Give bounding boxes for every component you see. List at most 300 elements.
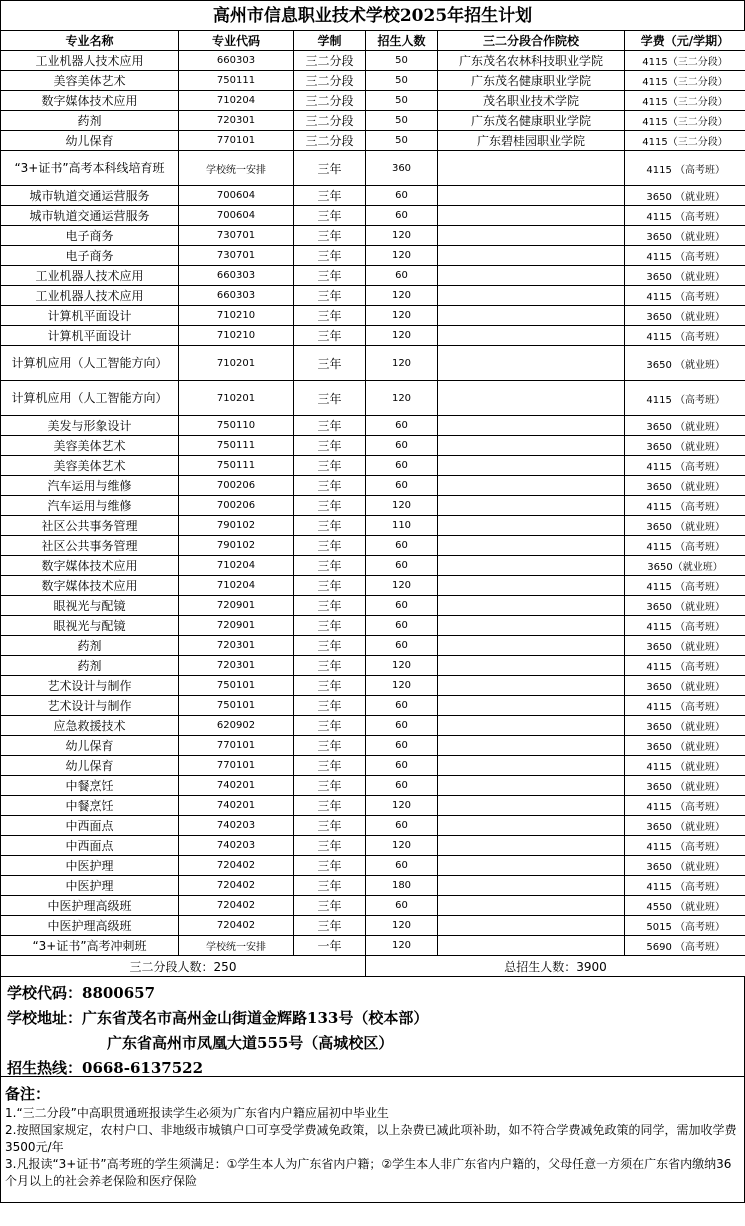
enrollment-count-cell: 120	[366, 326, 438, 346]
duration-cell: 三年	[294, 516, 366, 536]
duration-cell: 三年	[294, 776, 366, 796]
enrollment-count-cell: 60	[366, 596, 438, 616]
partner-college-cell	[438, 381, 625, 416]
table-row	[1, 936, 745, 956]
table-row	[1, 111, 745, 131]
duration-cell: 三年	[294, 756, 366, 776]
tuition-cell: 3650（就业班）	[625, 556, 745, 576]
table-row	[1, 696, 745, 716]
enrollment-count-cell: 120	[366, 936, 438, 956]
enrollment-count-cell: 60	[366, 776, 438, 796]
table-row	[1, 186, 745, 206]
major-name-cell: 美容美体艺术	[1, 71, 179, 91]
enrollment-count-cell: 120	[366, 576, 438, 596]
table-row	[1, 836, 745, 856]
major-name-cell: 电子商务	[1, 246, 179, 266]
major-name-cell: 应急救援技术	[1, 716, 179, 736]
partner-college-cell	[438, 716, 625, 736]
major-code-cell: 720402	[179, 896, 294, 916]
major-code-cell: 750111	[179, 456, 294, 476]
partner-college-cell	[438, 676, 625, 696]
major-code-cell: 740201	[179, 776, 294, 796]
enrollment-count-cell: 60	[366, 616, 438, 636]
enrollment-table	[0, 30, 745, 977]
duration-cell: 三年	[294, 836, 366, 856]
enrollment-count-cell: 60	[366, 556, 438, 576]
header-partner-college: 三二分段合作院校	[438, 31, 625, 51]
major-name-cell: 工业机器人技术应用	[1, 51, 179, 71]
tuition-cell: 4115 （高考班）	[625, 151, 745, 186]
tuition-cell: 4115（三二分段）	[625, 51, 745, 71]
duration-cell: 三年	[294, 676, 366, 696]
enrollment-count-cell: 120	[366, 796, 438, 816]
major-name-cell: 中西面点	[1, 816, 179, 836]
duration-cell: 三年	[294, 696, 366, 716]
tuition-cell: 3650 （就业班）	[625, 346, 745, 381]
enrollment-count-cell: 50	[366, 71, 438, 91]
tuition-cell: 3650 （就业班）	[625, 436, 745, 456]
major-name-cell: 眼视光与配镜	[1, 616, 179, 636]
major-name-cell: 城市轨道交通运营服务	[1, 186, 179, 206]
tuition-cell: 3650 （就业班）	[625, 226, 745, 246]
partner-college-cell	[438, 346, 625, 381]
tuition-cell: 4115 （高考班）	[625, 796, 745, 816]
header-major-code: 专业代码	[179, 31, 294, 51]
table-row	[1, 796, 745, 816]
major-name-cell: 眼视光与配镜	[1, 596, 179, 616]
major-code-cell: 660303	[179, 266, 294, 286]
tuition-cell: 4115 （高考班）	[625, 246, 745, 266]
duration-cell: 三年	[294, 206, 366, 226]
duration-cell: 三年	[294, 856, 366, 876]
tuition-cell: 4115（三二分段）	[625, 91, 745, 111]
major-code-cell: 750101	[179, 696, 294, 716]
major-name-cell: 美发与形象设计	[1, 416, 179, 436]
partner-college-cell	[438, 206, 625, 226]
major-code-cell: 720901	[179, 616, 294, 636]
duration-cell: 三年	[294, 476, 366, 496]
duration-cell: 三二分段	[294, 91, 366, 111]
duration-cell: 三年	[294, 716, 366, 736]
tuition-cell: 4115 （高考班）	[625, 536, 745, 556]
table-row	[1, 596, 745, 616]
tuition-cell: 4115 （高考班）	[625, 696, 745, 716]
duration-cell: 三年	[294, 436, 366, 456]
enrollment-count-cell: 120	[366, 346, 438, 381]
major-name-cell: 艺术设计与制作	[1, 676, 179, 696]
major-code-cell: 750110	[179, 416, 294, 436]
major-code-cell: 710204	[179, 576, 294, 596]
partner-college-cell	[438, 246, 625, 266]
tuition-cell: 3650 （就业班）	[625, 186, 745, 206]
table-body	[1, 51, 745, 956]
table-row	[1, 716, 745, 736]
major-code-cell: 790102	[179, 536, 294, 556]
major-name-cell: 中医护理高级班	[1, 916, 179, 936]
major-name-cell: 城市轨道交通运营服务	[1, 206, 179, 226]
table-row	[1, 516, 745, 536]
school-info	[0, 977, 745, 1077]
partner-college-cell	[438, 596, 625, 616]
table-row	[1, 816, 745, 836]
major-name-cell: 美容美体艺术	[1, 436, 179, 456]
partner-college-cell	[438, 516, 625, 536]
table-row	[1, 476, 745, 496]
duration-cell: 三年	[294, 266, 366, 286]
major-code-cell: 740203	[179, 816, 294, 836]
major-name-cell: 幼儿保育	[1, 131, 179, 151]
tuition-cell: 3650 （就业班）	[625, 676, 745, 696]
major-code-cell: 学校统一安排	[179, 936, 294, 956]
major-code-cell: 720901	[179, 596, 294, 616]
duration-cell: 三二分段	[294, 131, 366, 151]
major-name-cell: 计算机平面设计	[1, 326, 179, 346]
major-code-cell: 720402	[179, 916, 294, 936]
major-name-cell: 工业机器人技术应用	[1, 286, 179, 306]
overall-total: 总招生人数：3900	[366, 956, 745, 977]
partner-college-cell	[438, 616, 625, 636]
partner-college-cell	[438, 636, 625, 656]
tuition-cell: 3650 （就业班）	[625, 266, 745, 286]
tuition-cell: 4115 （高考班）	[625, 496, 745, 516]
major-name-cell: 药剂	[1, 111, 179, 131]
table-row	[1, 856, 745, 876]
enrollment-count-cell: 50	[366, 91, 438, 111]
tuition-cell: 3650 （就业班）	[625, 416, 745, 436]
major-code-cell: 700604	[179, 186, 294, 206]
partner-college-cell	[438, 896, 625, 916]
major-code-cell: 660303	[179, 286, 294, 306]
major-code-cell: 710204	[179, 91, 294, 111]
duration-cell: 三年	[294, 616, 366, 636]
tuition-cell: 4115 （高考班）	[625, 656, 745, 676]
duration-cell: 三年	[294, 656, 366, 676]
duration-cell: 三年	[294, 576, 366, 596]
table-row	[1, 346, 745, 381]
tuition-cell: 4550 （就业班）	[625, 896, 745, 916]
major-code-cell: 710210	[179, 326, 294, 346]
duration-cell: 三年	[294, 636, 366, 656]
major-name-cell: 中西面点	[1, 836, 179, 856]
partner-college-cell	[438, 736, 625, 756]
major-name-cell: 社区公共事务管理	[1, 536, 179, 556]
partner-college-cell	[438, 306, 625, 326]
duration-cell: 三年	[294, 556, 366, 576]
admission-hotline: 招生热线：0668-6137522	[7, 1059, 204, 1077]
tuition-cell: 3650 （就业班）	[625, 736, 745, 756]
major-name-cell: 工业机器人技术应用	[1, 266, 179, 286]
enrollment-count-cell: 60	[366, 756, 438, 776]
table-row	[1, 876, 745, 896]
tuition-cell: 4115（三二分段）	[625, 131, 745, 151]
duration-cell: 三二分段	[294, 111, 366, 131]
duration-cell: 三年	[294, 346, 366, 381]
partner-college-cell	[438, 476, 625, 496]
enrollment-count-cell: 120	[366, 306, 438, 326]
enrollment-count-cell: 60	[366, 716, 438, 736]
duration-cell: 三年	[294, 306, 366, 326]
tuition-cell: 4115 （高考班）	[625, 836, 745, 856]
major-name-cell: 数字媒体技术应用	[1, 91, 179, 111]
enrollment-count-cell: 60	[366, 896, 438, 916]
major-name-cell: 数字媒体技术应用	[1, 576, 179, 596]
partner-college-cell	[438, 456, 625, 476]
enrollment-count-cell: 120	[366, 836, 438, 856]
partner-college-cell	[438, 151, 625, 186]
table-row	[1, 286, 745, 306]
major-name-cell: 药剂	[1, 656, 179, 676]
major-code-cell: 710201	[179, 346, 294, 381]
duration-cell: 三年	[294, 416, 366, 436]
table-row	[1, 266, 745, 286]
major-name-cell: 计算机应用（人工智能方向）	[1, 346, 179, 381]
partner-college-cell: 广东茂名健康职业学院	[438, 111, 625, 131]
table-row	[1, 381, 745, 416]
enrollment-count-cell: 50	[366, 131, 438, 151]
table-row	[1, 326, 745, 346]
tuition-cell: 4115 （高考班）	[625, 876, 745, 896]
enrollment-count-cell: 110	[366, 516, 438, 536]
enrollment-count-cell: 120	[366, 226, 438, 246]
tuition-cell: 4115 （高考班）	[625, 326, 745, 346]
duration-cell: 三年	[294, 456, 366, 476]
table-row	[1, 246, 745, 266]
partner-college-cell: 广东茂名健康职业学院	[438, 71, 625, 91]
major-code-cell: 770101	[179, 131, 294, 151]
partner-college-cell	[438, 936, 625, 956]
major-name-cell: 中餐烹饪	[1, 776, 179, 796]
table-row	[1, 556, 745, 576]
major-code-cell: 720301	[179, 656, 294, 676]
enrollment-count-cell: 120	[366, 286, 438, 306]
partner-college-cell	[438, 856, 625, 876]
enrollment-count-cell: 60	[366, 696, 438, 716]
header-duration: 学制	[294, 31, 366, 51]
major-name-cell: 美容美体艺术	[1, 456, 179, 476]
major-code-cell: 770101	[179, 736, 294, 756]
table-row	[1, 756, 745, 776]
partner-college-cell	[438, 816, 625, 836]
partner-college-cell	[438, 756, 625, 776]
enrollment-count-cell: 360	[366, 151, 438, 186]
major-code-cell: 750101	[179, 676, 294, 696]
enrollment-count-cell: 120	[366, 381, 438, 416]
enrollment-count-cell: 120	[366, 676, 438, 696]
major-code-cell: 750111	[179, 71, 294, 91]
partner-college-cell	[438, 656, 625, 676]
tuition-cell: 4115 （高考班）	[625, 381, 745, 416]
major-name-cell: 中餐烹饪	[1, 796, 179, 816]
table-row	[1, 616, 745, 636]
duration-cell: 三年	[294, 246, 366, 266]
tuition-cell: 3650 （就业班）	[625, 476, 745, 496]
major-code-cell: 710204	[179, 556, 294, 576]
major-code-cell: 710210	[179, 306, 294, 326]
tuition-cell: 5015 （高考班）	[625, 916, 745, 936]
enrollment-count-cell: 60	[366, 816, 438, 836]
note-line: 2.按照国家规定，农村户口、非地级市城镇户口可享受学费减免政策，以上杂费已减此项补助，如不符合学费减免政策的同学，需加收学费3500元/年	[5, 1123, 737, 1154]
enrollment-count-cell: 180	[366, 876, 438, 896]
duration-cell: 三年	[294, 916, 366, 936]
enrollment-count-cell: 60	[366, 736, 438, 756]
school-address-main: 学校地址：广东省茂名市高州金山街道金辉路133号（校本部）	[7, 1009, 429, 1027]
table-row	[1, 226, 745, 246]
partner-college-cell	[438, 496, 625, 516]
page-title: 高州市信息职业技术学校2025年招生计划	[0, 0, 745, 30]
partner-college-cell	[438, 536, 625, 556]
duration-cell: 三年	[294, 596, 366, 616]
major-code-cell: 720402	[179, 856, 294, 876]
major-name-cell: 汽车运用与维修	[1, 496, 179, 516]
major-name-cell: 计算机应用（人工智能方向）	[1, 381, 179, 416]
tuition-cell: 3650 （就业班）	[625, 516, 745, 536]
table-row	[1, 131, 745, 151]
note-line: 1.“三二分段”中高职贯通班报读学生必须为广东省内户籍应届初中毕业生	[5, 1106, 389, 1120]
duration-cell: 三年	[294, 226, 366, 246]
major-code-cell: 790102	[179, 516, 294, 536]
partner-college-cell	[438, 576, 625, 596]
tuition-cell: 3650 （就业班）	[625, 636, 745, 656]
duration-cell: 三年	[294, 736, 366, 756]
enrollment-count-cell: 50	[366, 51, 438, 71]
enrollment-count-cell: 60	[366, 436, 438, 456]
table-row	[1, 306, 745, 326]
major-code-cell: 770101	[179, 756, 294, 776]
major-name-cell: 药剂	[1, 636, 179, 656]
duration-cell: 三年	[294, 796, 366, 816]
table-row	[1, 496, 745, 516]
duration-cell: 三年	[294, 816, 366, 836]
major-name-cell: 艺术设计与制作	[1, 696, 179, 716]
tuition-cell: 5690 （高考班）	[625, 936, 745, 956]
partner-college-cell	[438, 776, 625, 796]
tuition-cell: 4115（三二分段）	[625, 71, 745, 91]
partner-college-cell	[438, 876, 625, 896]
table-row	[1, 576, 745, 596]
duration-cell: 三年	[294, 286, 366, 306]
table-row	[1, 91, 745, 111]
enrollment-count-cell: 60	[366, 266, 438, 286]
header-enrollment-count: 招生人数	[366, 31, 438, 51]
duration-cell: 三年	[294, 896, 366, 916]
table-row	[1, 736, 745, 756]
enrollment-count-cell: 60	[366, 476, 438, 496]
enrollment-count-cell: 60	[366, 536, 438, 556]
major-name-cell: “3+证书”高考本科线培育班	[1, 151, 179, 186]
duration-cell: 一年	[294, 936, 366, 956]
tuition-cell: 4115 （高考班）	[625, 456, 745, 476]
table-row	[1, 456, 745, 476]
enrollment-count-cell: 120	[366, 656, 438, 676]
partner-college-cell	[438, 226, 625, 246]
duration-cell: 三年	[294, 496, 366, 516]
partner-college-cell: 广东碧桂园职业学院	[438, 131, 625, 151]
duration-cell: 三年	[294, 151, 366, 186]
major-name-cell: 数字媒体技术应用	[1, 556, 179, 576]
tuition-cell: 3650 （就业班）	[625, 776, 745, 796]
enrollment-count-cell: 60	[366, 416, 438, 436]
duration-cell: 三二分段	[294, 51, 366, 71]
table-row	[1, 916, 745, 936]
tuition-cell: 4115（三二分段）	[625, 111, 745, 131]
partner-college-cell	[438, 416, 625, 436]
major-name-cell: 中医护理	[1, 856, 179, 876]
partner-college-cell	[438, 556, 625, 576]
major-code-cell: 720301	[179, 636, 294, 656]
enrollment-count-cell: 120	[366, 916, 438, 936]
major-name-cell: 中医护理	[1, 876, 179, 896]
header-major-name: 专业名称	[1, 31, 179, 51]
major-code-cell: 730701	[179, 246, 294, 266]
duration-cell: 三年	[294, 381, 366, 416]
school-address-branch: 广东省高州市凤凰大道555号（高城校区）	[107, 1034, 394, 1052]
tuition-cell: 3650 （就业班）	[625, 596, 745, 616]
major-name-cell: 幼儿保育	[1, 736, 179, 756]
major-code-cell: 740201	[179, 796, 294, 816]
table-row	[1, 51, 745, 71]
table-row	[1, 676, 745, 696]
table-row	[1, 776, 745, 796]
table-row	[1, 896, 745, 916]
enrollment-count-cell: 60	[366, 186, 438, 206]
major-code-cell: 730701	[179, 226, 294, 246]
duration-cell: 三年	[294, 326, 366, 346]
partner-college-cell	[438, 836, 625, 856]
table-row	[1, 436, 745, 456]
major-name-cell: 中医护理高级班	[1, 896, 179, 916]
duration-cell: 三年	[294, 876, 366, 896]
table-row	[1, 151, 745, 186]
major-code-cell: 660303	[179, 51, 294, 71]
tuition-cell: 3650 （就业班）	[625, 856, 745, 876]
table-row	[1, 656, 745, 676]
table-row	[1, 416, 745, 436]
major-name-cell: 社区公共事务管理	[1, 516, 179, 536]
header-tuition: 学费（元/学期）	[625, 31, 745, 51]
partner-college-cell	[438, 186, 625, 206]
enrollment-count-cell: 120	[366, 496, 438, 516]
table-row	[1, 636, 745, 656]
major-name-cell: 汽车运用与维修	[1, 476, 179, 496]
table-header-row	[1, 31, 745, 51]
tuition-cell: 3650 （就业班）	[625, 716, 745, 736]
tuition-cell: 3650 （就业班）	[625, 306, 745, 326]
duration-cell: 三二分段	[294, 71, 366, 91]
partner-college-cell	[438, 436, 625, 456]
duration-cell: 三年	[294, 186, 366, 206]
major-code-cell: 700604	[179, 206, 294, 226]
notes-title: 备注：	[5, 1085, 51, 1103]
duration-cell: 三年	[294, 536, 366, 556]
major-code-cell: 720301	[179, 111, 294, 131]
major-code-cell: 710201	[179, 381, 294, 416]
enrollment-count-cell: 50	[366, 111, 438, 131]
note-line: 3.凡报读“3+证书”高考班的学生须满足：①学生本人为广东省内户籍；②学生本人非广东省内户籍的，父母任意一方须在广东省内缴纳36个月以上的社会养老保险和医疗保险	[5, 1157, 732, 1188]
notes-section	[0, 1077, 745, 1203]
major-code-cell: 学校统一安排	[179, 151, 294, 186]
major-code-cell: 750111	[179, 436, 294, 456]
summary-row	[1, 956, 745, 977]
major-code-cell: 620902	[179, 716, 294, 736]
major-name-cell: “3+证书”高考冲刺班	[1, 936, 179, 956]
partner-college-cell	[438, 326, 625, 346]
enrollment-count-cell: 60	[366, 206, 438, 226]
major-code-cell: 740203	[179, 836, 294, 856]
tuition-cell: 4115 （高考班）	[625, 576, 745, 596]
major-name-cell: 电子商务	[1, 226, 179, 246]
partner-college-cell: 广东茂名农林科技职业学院	[438, 51, 625, 71]
enrollment-count-cell: 60	[366, 856, 438, 876]
